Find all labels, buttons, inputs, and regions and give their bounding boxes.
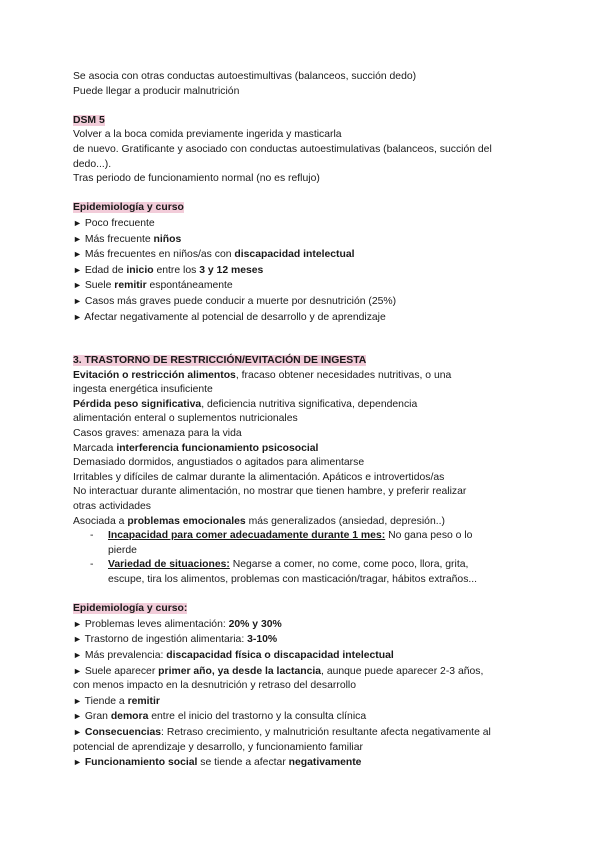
dsm-heading: [73, 114, 528, 129]
list-item: ► Suele aparecer primer año, ya desde la lactancia, aunque puede aparecer 2-3 años,: [73, 665, 484, 677]
text-line: Se asocia con otras conductas autoestimultivas (balanceos, succión dedo): [73, 71, 417, 82]
text-line: Asociada a problemas emocionales más generalizados (ansiedad, depresión..): [73, 515, 445, 527]
text-line: Volver a la boca comida previamente ingerida y masticarla: [73, 129, 342, 141]
dash-list-item: - Incapacidad para comer adecuadamente durante 1 mes: No gana peso o lo pierde: [90, 530, 473, 556]
text-line: Pérdida peso significativa, deficiencia nutritiva significativa, dependencia: [73, 398, 418, 410]
section-heading: Epidemiología y curso:: [73, 603, 188, 615]
arrow-bullet-icon: ►: [73, 634, 82, 645]
section-heading: DSM 5: [73, 114, 105, 126]
list-item-continuation: con menos impacto en la desnutrición y retraso del desarrollo: [73, 680, 357, 692]
list-item: ► Suele remitir espontáneamente: [73, 280, 233, 292]
text-line: No interactuar durante alimentación, no mostrar que tienen hambre, y preferir realizar: [73, 486, 467, 498]
list-item: ► Más frecuentes en niños/as con discapacidad intelectual: [73, 249, 355, 261]
section-heading: 3. TRASTORNO DE RESTRICCIÓN/EVITACIÓN DE INGESTA: [73, 355, 367, 367]
list-item: ► Más frecuente niños: [73, 233, 182, 245]
text-line: de nuevo. Gratificante y asociado con conductas autoestimulativas (balanceos, succión del: [73, 143, 492, 155]
arrow-bullet-icon: ►: [73, 233, 82, 244]
text-line: ingesta energética insuficiente: [73, 384, 213, 396]
arrow-bullet-icon: ►: [73, 295, 82, 306]
arrow-bullet-icon: ►: [73, 757, 82, 768]
arrow-bullet-icon: ►: [73, 249, 82, 260]
arrow-bullet-icon: ►: [73, 280, 82, 291]
arrow-bullet-icon: ►: [73, 264, 82, 275]
arrow-bullet-icon: ►: [73, 311, 82, 322]
document-body: [73, 70, 528, 771]
text-line: otras actividades: [73, 501, 151, 513]
section-3-heading: [73, 354, 528, 369]
list-item-continuation: potencial de aprendizaje y desarrollo, y funcionamiento familiar: [73, 741, 363, 753]
list-item: ► Edad de inicio entre los 3 y 12 meses: [73, 264, 264, 276]
list-item: ► Problemas leves alimentación: 20% y 30%: [73, 618, 282, 630]
arrow-bullet-icon: ►: [73, 711, 82, 722]
list-item: ► Funcionamiento social se tiende a afectar negativamente: [73, 757, 362, 769]
dash-bullet: -: [90, 559, 94, 571]
list-item: ► Tiende a remitir: [73, 695, 160, 707]
arrow-bullet-icon: ►: [73, 726, 82, 737]
arrow-bullet-icon: ►: [73, 618, 82, 629]
list-item: ► Casos más graves puede conducir a muerte por desnutrición (25%): [73, 295, 397, 307]
arrow-bullet-icon: ►: [73, 665, 82, 676]
arrow-bullet-icon: ►: [73, 217, 82, 228]
text-line: Marcada interferencia funcionamiento psicosocial: [73, 442, 319, 454]
text-line: alimentación enteral o suplementos nutricionales: [73, 413, 298, 425]
list-item: ► Trastorno de ingestión alimentaria: 3-10%: [73, 634, 278, 646]
list-item: ► Gran demora entre el inicio del trastorno y la consulta clínica: [73, 711, 367, 723]
epidemiology-heading: [73, 602, 528, 617]
arrow-bullet-icon: ►: [73, 695, 82, 706]
text-line: Irritables y difíciles de calmar durante la alimentación. Apáticos e introvertidos/as: [73, 471, 445, 483]
text-line: Casos graves: amenaza para la vida: [73, 428, 242, 440]
section-heading: Epidemiología y curso: [73, 202, 184, 214]
arrow-bullet-icon: ►: [73, 649, 82, 660]
text-line: Evitación o restricción alimentos, fracaso obtener necesidades nutritivas, o una: [73, 369, 452, 381]
epidemiology-heading: [73, 201, 528, 216]
dash-list-item: - Variedad de situaciones: Negarse a comer, no come, come poco, llora, grita, escupe, tira los alimentos, problemas con masticación/tragar, hábitos extraños...: [90, 559, 478, 585]
text-line: dedo...).: [73, 158, 112, 170]
dash-bullet: -: [90, 530, 94, 542]
text-line: Puede llegar a producir malnutrición: [73, 85, 240, 97]
list-item: ► Poco frecuente: [73, 217, 155, 229]
list-item: ► Más prevalencia: discapacidad física o discapacidad intelectual: [73, 649, 394, 661]
text-line: Demasiado dormidos, angustiados o agitados para alimentarse: [73, 457, 365, 469]
list-item: ► Consecuencias: Retraso crecimiento, y malnutrición resultante afecta negativamente al: [73, 726, 491, 738]
text-line: Tras periodo de funcionamiento normal (no es reflujo): [73, 173, 320, 185]
list-item: ► Afectar negativamente al potencial de desarrollo y de aprendizaje: [73, 311, 386, 323]
